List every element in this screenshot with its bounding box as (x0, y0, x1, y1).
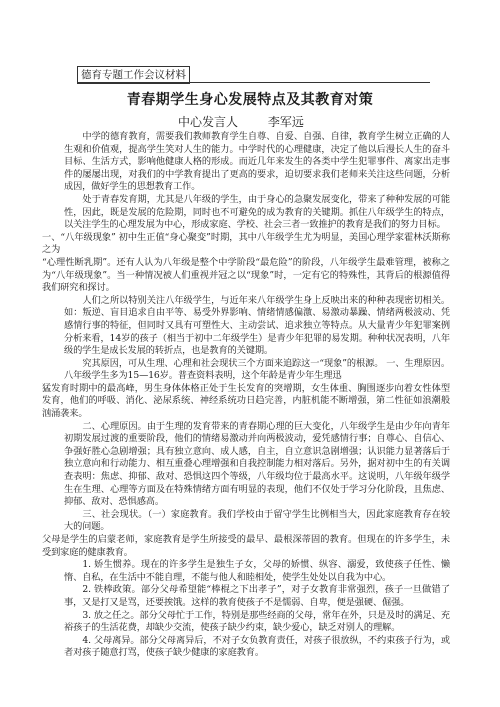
list-item: 1. 娇生惯养。现在的许多学生是独生子女，父母的娇惯、纵容、溺爱，致使孩子任性、懒惰、自私，在生活中不能自理，不能与他人和睦相处，使学生处处以自我为中心。 (64, 559, 450, 583)
paragraph: 父母是学生的启蒙老师，家庭教育是学生所接受的最早、最根深蒂固的教育。但现在的许多学生，未受到家庭的健康教育。 (42, 534, 450, 558)
paragraph: 三、社会现状。（一）家庭教育。我们学校由于留守学生比例相当大，因此家庭教育存在较大的问题。 (64, 508, 450, 533)
list-item: 3. 放之任之。部分父母忙于工作，特别是那些经商的父母，常年在外，只是及时的满足、充裕孩子的生活花费，却缺少交流，使孩子缺少约束，缺少爱心，缺乏对别人的理解。 (64, 609, 450, 634)
paragraph: “心理性断乳期”。还有人认为八年级是整个中学阶段“最危险”的阶段，八年级学生最难管理，被称之为“八年级现象”。当一种情况被人们重视并冠之以“现象”时，一定有它的特殊性，其背后的根源值得我们研究和探讨。 (42, 256, 450, 294)
speaker-label: 中心发言人 (178, 115, 239, 129)
paragraph: 处于青春发育期，尤其是八年级的学生，由于身心的急聚发展变化，带来了种种发展的可能性，因此，既是发展的危险期，同时也不可避免的成为教育的关键期。抓住八年级学生的特点，以关注学生的心理发展为中心，形成家庭、学校、社会三者一致推护的教育是我们的努力目标。 (64, 193, 450, 231)
section-heading-1: 一、“八年级现象” 初中生正值“身心聚变”时期，其中八年级学生尤为明显，美国心理学家霍林沃斯称之为 (42, 231, 450, 256)
paragraph: 二、心理原因。由于生理的发育带来的青春期心理的巨大变化，八年级学生是由少年向青年初期发展过渡的重要阶段，他们的情绪易激动并向两极波动，爱凭感情行事；自尊心、自信心、争强好胜心急剧增强；具有独立意向、成人感，自主，自立意识急剧增强；认识能力显著落后于独立意向和行动能力、相互重叠心理增强和自我控制能力相对落后。另外，据对初中生的有关调查表明：焦虑、抑郁、敌对、恐惧这四个等级，八年级均位于最高水平。这说明，八年级年级学生在生理、心理等方面及在特殊情绪方面有明显的表现，他们不仅处于学习分化阶段，且焦虑、抑郁、敌对、恐惧感高。 (64, 420, 450, 508)
paragraph: 中学的德育教育，需要我们教师教育学生自尊、自爱、自强、自律，教育学生树立正确的人生观和价值观，提高学生笑对人生的能力。中学时代的心理健康，决定了他以后漫长人生的奋斗目标、生活方式，影响他健康人格的形成。而近几年来发生的各类中学生犯罪事件、离家出走事件的屡屡出现，对我们的中学教育提出了更高的要求，迫切要求我们老师来关注这些问题，分析成因，做好学生的思想教育工作。 (64, 131, 450, 193)
document-title: 青春期学生身心发展特点及其教育对策 (126, 92, 374, 108)
paragraph: 人们之所以特别关注八年级学生，与近年来八年级学生身上反映出来的种种表现密切相关。如：叛逆、盲目追求自由平等、易受外界影响、情绪情感偏激、易激动暴躁、情绪两极波动、凭感情行事的特征，但同时又具有可塑性大、主动尝试、追求独立等特点。从大量青少年犯罪案例分析来看，14岁的孩子（相当于初中二年级学生）是青少年犯罪的易发期。种种状况表明，八年级的学生是成长发展的转折点，也是教育的关键期。 (64, 294, 450, 357)
speaker-name: 李军远 (267, 115, 304, 129)
document-body (42, 131, 450, 660)
list-item: 2. 铁棒政策。部分父母希望能“棒棍之下出孝子”，对子女教育非常强烈，孩子一旦做错了事，又是打又是骂，还要挨饿。这样的教育使孩子不是懦弱、自卑，便是强硬、倔强。 (64, 584, 450, 608)
list-item: 4. 父母离异。部分父母离异后，不对子女负教育责任，对孩子很放纵，不约束孩子行为，或者对孩子随意打骂，使孩子缺少健康的家庭教育。 (64, 634, 450, 659)
paragraph: 猛发育时期中的最高峰，男生身体体格正处于生长发育的突增期，女生体重、胸围逐步向着女性体型发育，他们的呼吸、消化、泌尿系统、神经系统功日趋完善，内脏机能不断增强，第二性征如浪潮般汹涌袭来。 (42, 382, 450, 420)
document-tag: 德育专题工作会议材料 (77, 66, 190, 84)
header-rule (77, 82, 430, 83)
paragraph: 究其原因，可从生理、心理和社会现状三个方面来追踪这一“现象”的根源。 一、生理原因。八年级学生多为15—16岁。普查资料表明，这个年龄是青少年生理迅 (64, 357, 450, 382)
byline (178, 113, 304, 130)
